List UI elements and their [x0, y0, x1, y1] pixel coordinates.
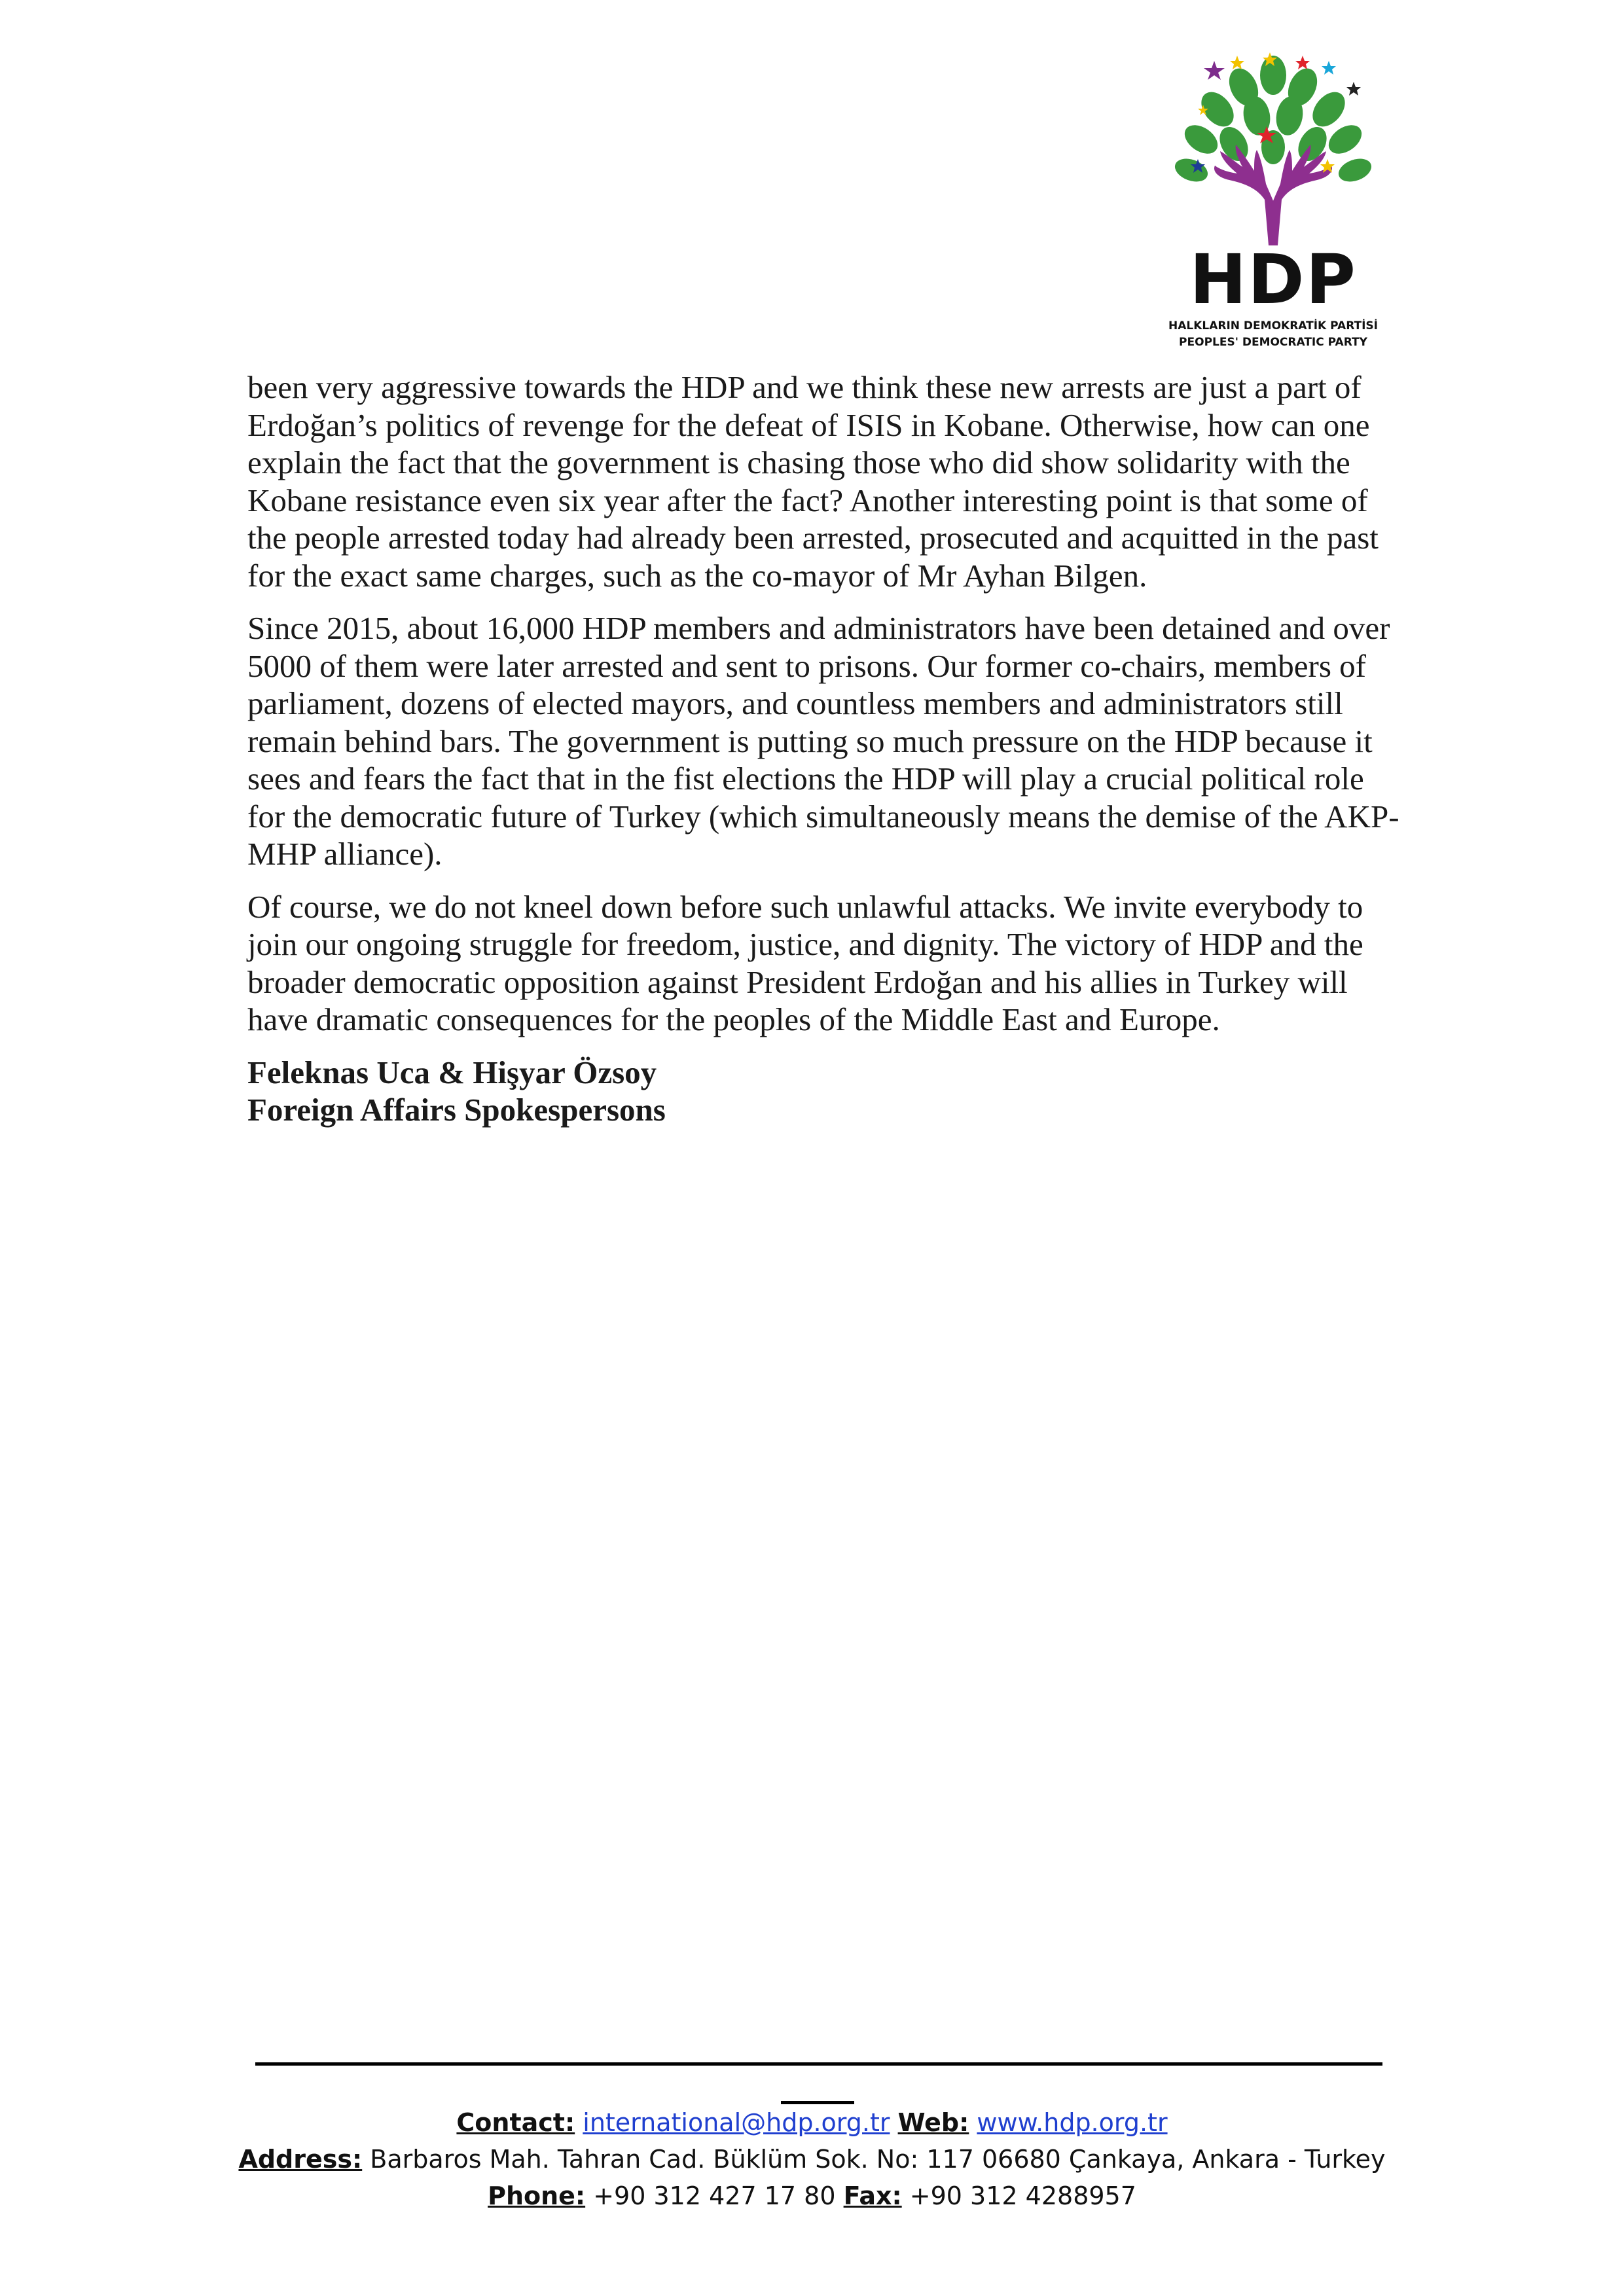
signature-title: Foreign Affairs Spokespersons [247, 1092, 666, 1128]
logo-acronym: HDP [1189, 240, 1357, 319]
web-link[interactable]: www.hdp.org.tr [977, 2108, 1168, 2137]
address-label: Address: [238, 2145, 363, 2174]
paragraph-1: been very aggressive towards the HDP and we think these new arrests are just a part of Erdoğan’s politics of revenge for the defeat of ISIS in Kobane. Otherwise, how can one explain the fact that the government is chasing those who did show solidarity with the Kobane resistance even six year after the fact? Another interesting point is that some of the people arrested today had already been arrested, prosecuted and acquitted in the past for the exact same charges, such as the co-mayor of Mr Ayhan Bilgen. [247, 369, 1379, 594]
contact-email-link[interactable]: international@hdp.org.tr [583, 2108, 890, 2137]
hdp-logo [1152, 49, 1394, 357]
footer [0, 2104, 1624, 2214]
web-label: Web: [897, 2108, 969, 2137]
paragraph-2: Since 2015, about 16,000 HDP members and administrators have been detained and over 5000 of them were later arrested and sent to prisons. Our former co-chairs, members of parliament, dozens of elected mayors, and countless members and administrators still remain behind bars. The government is putting so much pressure on the HDP because it sees and fears the fact that in the fist elections the HDP will play a crucial political role for the democratic future of Turkey (which simultaneously means the demise of the AKP-MHP alliance). [247, 610, 1399, 872]
footer-contact-line [0, 2104, 1624, 2141]
logo-name-english: PEOPLES' DEMOCRATIC PARTY [1179, 336, 1367, 349]
logo-name-turkish: HALKLARIN DEMOKRATİK PARTİSİ [1168, 319, 1379, 332]
phone-number: +90 312 427 17 80 [593, 2181, 836, 2210]
paragraph-3: Of course, we do not kneel down before such unlawful attacks. We invite everybody to join our ongoing struggle for freedom, justice, and dignity. The victory of HDP and the broader democratic opposition against President Erdoğan and his allies in Turkey will have dramatic consequences for the peoples of the Middle East and Europe. [247, 888, 1363, 1037]
address-text: Barbaros Mah. Tahran Cad. Büklüm Sok. No: 117 06680 Çankaya, Ankara - Turkey [370, 2145, 1386, 2174]
footer-phone-line [0, 2178, 1624, 2214]
footer-divider [255, 2062, 1382, 2066]
footer-address-line [0, 2141, 1624, 2178]
phone-label: Phone: [488, 2181, 586, 2210]
fax-label: Fax: [843, 2181, 902, 2210]
fax-number: +90 312 4288957 [909, 2181, 1136, 2210]
letter-body [247, 368, 1399, 1129]
signature-block [247, 1054, 1399, 1129]
signature-names: Feleknas Uca & Hişyar Özsoy [247, 1054, 657, 1090]
contact-label: Contact: [456, 2108, 575, 2137]
